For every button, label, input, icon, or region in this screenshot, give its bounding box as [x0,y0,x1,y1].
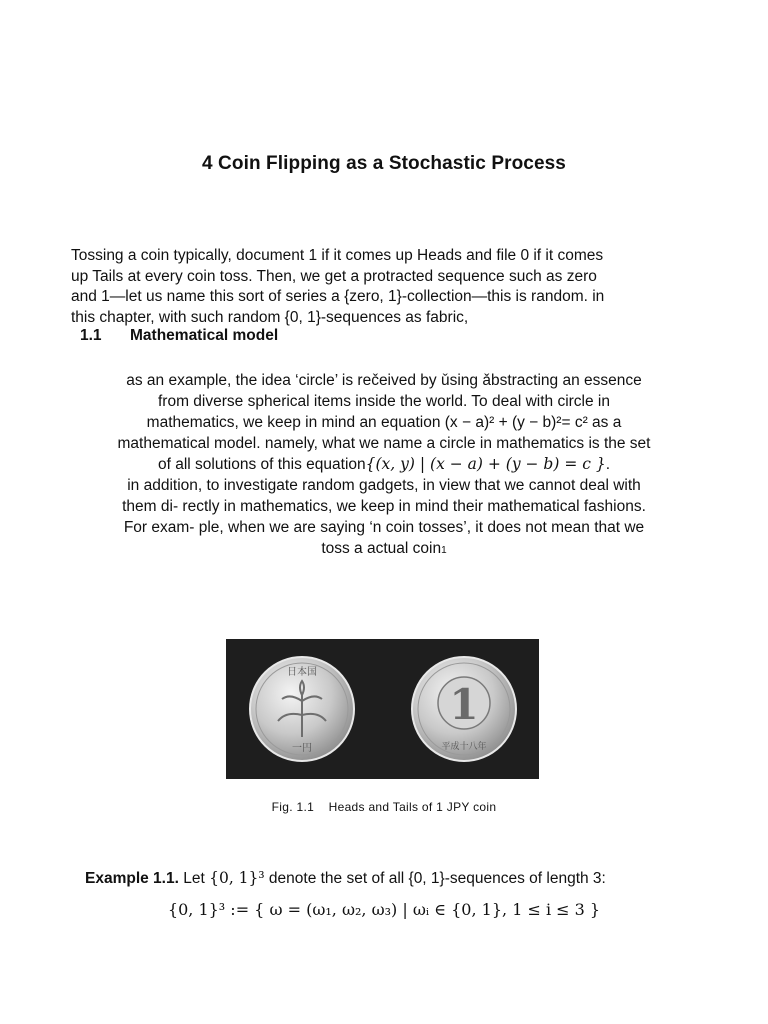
example-statement [85,869,606,888]
text-line: mathematics, we keep in mind an equation (x − a)² + (y − b)²= c² as a [146,414,622,431]
text-line: this chapter, with such random {0, 1}-sequences as fabric, [71,308,469,326]
text-line: For exam- ple, when we are saying ‘n coin tosses’, it does not mean that we [123,519,645,536]
example-set: {0, 1}³ [209,869,265,887]
tails-numeral: 1 [449,680,479,729]
tails-bottom-text: 平成十八年 [441,742,487,752]
text-line: as an example, the idea ‘circle’ is rečeived by ǔsing ǎbstracting an essence [126,372,642,389]
text-line: them di- rectly in mathematics, we keep in mind their mathematical fashions. [122,498,646,515]
example-label: Example 1.1. [85,870,179,887]
example-text-after: denote the set of all {0, 1}-sequences of length 3: [264,870,606,887]
text-line: from diverse spherical items inside the world. To deal with circle in [158,393,610,410]
example-text-before: Let [183,870,210,887]
last-line [40,538,728,561]
example-formula: {0, 1}³ := { ω = (ω₁, ω₂, ω₃) | ωᵢ ∈ {0, 1}, 1 ≤ i ≤ 3 } [167,900,601,919]
text-line: in addition, to investigate random gadgets, in view that we cannot deal with [127,477,641,494]
heads-top-text: 日本国 [287,667,317,678]
tails-coin [412,657,516,761]
intro-paragraph [71,246,711,328]
text-line: Tossing a coin typically, document 1 if it comes up Heads and file 0 if it comes [71,247,604,264]
circle-paragraph [40,370,728,475]
solutions-end: . [605,456,611,473]
section-number: 1.1 [80,327,102,344]
section-title: Mathematical model [130,327,279,344]
heads-bottom-text: 一円 [292,743,312,754]
chapter-title: 4 Coin Flipping as a Stochastic Process [202,153,566,174]
last-line-text: toss a actual coin [321,540,442,557]
section-heading [80,327,278,345]
gadgets-paragraph [40,475,728,561]
solutions-line [40,454,728,475]
footnote-marker: 1 [441,545,447,556]
solutions-text: of all solutions of this equation [157,456,366,473]
heads-coin [250,657,354,761]
text-line: and 1—let us name this sort of series a {zero, 1}-collection—this is random. in [71,288,605,305]
figure-caption: Fig. 1.1 Heads and Tails of 1 JPY coin [271,800,497,814]
text-line: mathematical model. namely, what we name a circle in mathematics is the set [117,435,651,452]
coin-photo [226,639,539,779]
text-line: up Tails at every coin toss. Then, we get a protracted sequence such as zero [71,267,597,285]
circle-set-expression: {(x, y) | (x − a) + (y − b) = c } [365,455,606,473]
